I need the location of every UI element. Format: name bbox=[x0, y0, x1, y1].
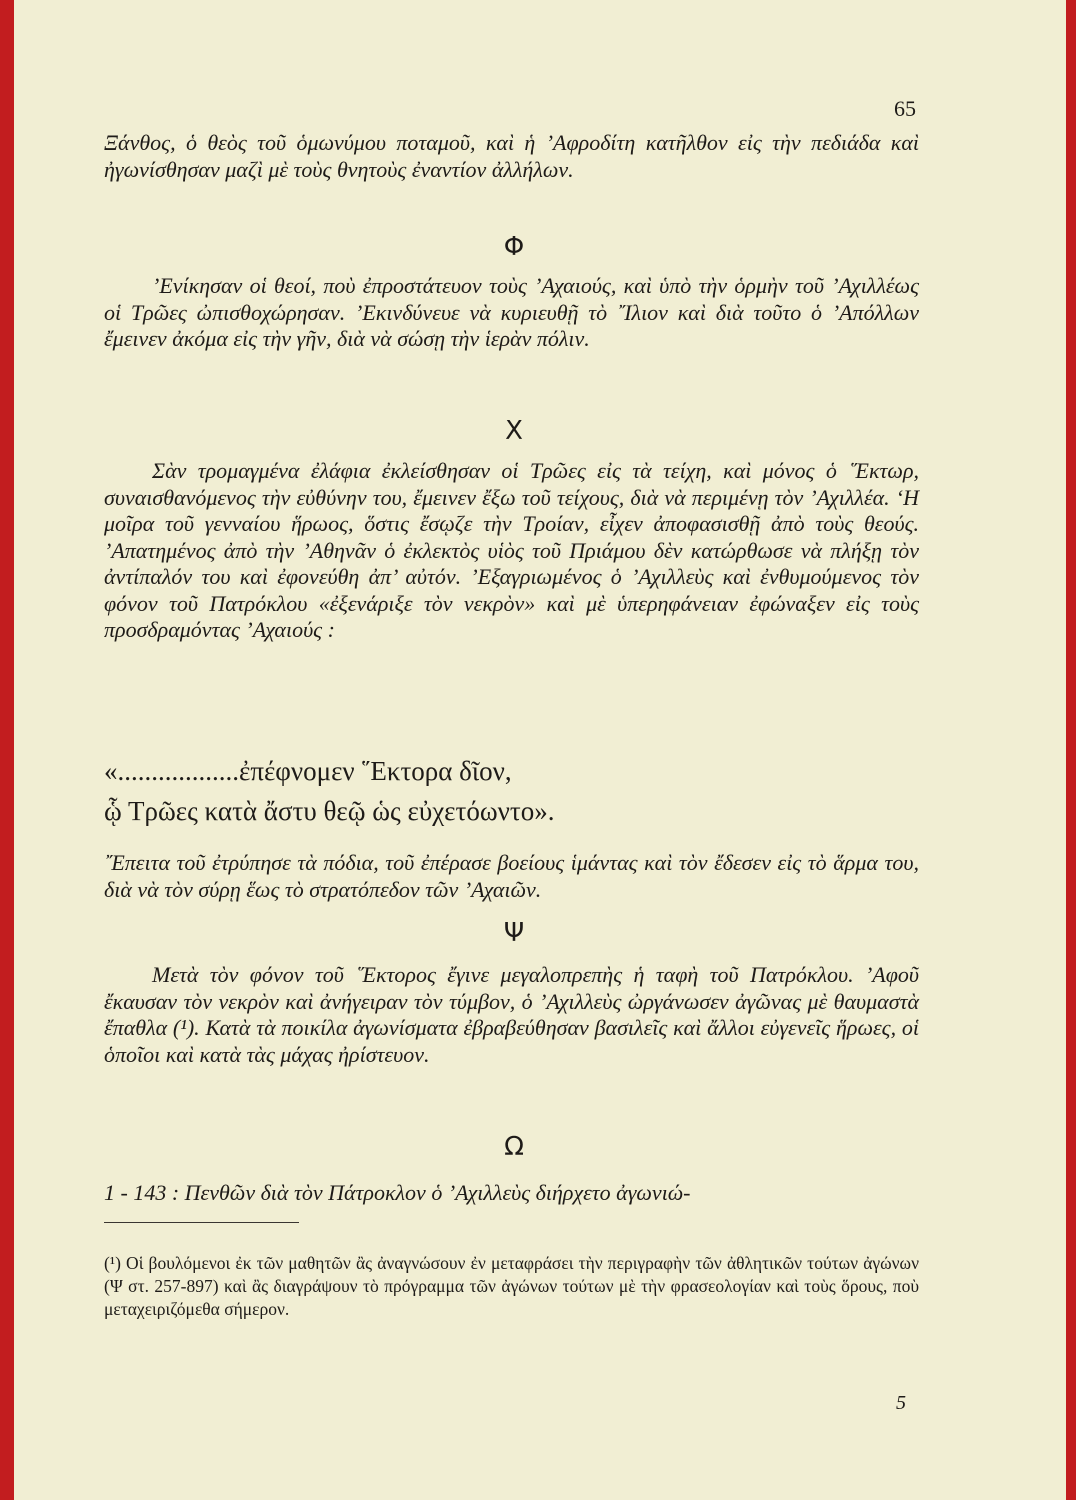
page-number: 65 bbox=[894, 96, 916, 121]
section-heading-phi: Φ bbox=[503, 232, 525, 262]
paragraph-phi: ’Ενίκησαν οἱ θεοί, ποὺ ἐπροστάτευον τοὺς ’Αχαιούς, καὶ ὑπὸ τὴν ὁρμὴν τοῦ ’Αχιλλέως οἱ Τρῶες ὠπισθοχώρησαν. ’Εκινδύνευε νὰ κυριευθῇ τὸ ῎Ιλιον καὶ διὰ τοῦτο ὁ ’Απόλλων ἔμεινεν ἀκόμα εἰς τὴν γῆν, διὰ νὰ σώσῃ τὴν ἱερὰν πόλιν. bbox=[104, 273, 919, 351]
section-heading-omega: Ω bbox=[504, 1132, 524, 1162]
book-page bbox=[14, 0, 1066, 1500]
section-heading-chi: Χ bbox=[505, 416, 523, 446]
quote-line-2: ᾧ Τρῶες κατὰ ἄστυ θεῷ ὡς εὐχετόωντο». bbox=[104, 796, 555, 826]
section-heading-psi: Ψ bbox=[503, 918, 525, 948]
verse-summary-line: 1 - 143 : Πενθῶν διὰ τὸν Πάτροκλον ὁ ’Αχιλλεὺς διήρχετο ἀγωνιώ- bbox=[104, 1180, 691, 1205]
paragraph-chi: Σὰν τρομαγμένα ἐλάφια ἐκλείσθησαν οἱ Τρῶες εἰς τὰ τείχη, καὶ μόνος ὁ ῞Εκτωρ, συναισθανόμενος τὴν εὐθύνην του, ἔμεινεν ἔξω τοῦ τείχους, διὰ νὰ περιμένῃ τὸν ’Αχιλλέα. ‘Η μοῖρα τοῦ γενναίου ἥρωος, ὅστις ἔσῳζε τὴν Τροίαν, εἶχεν ἀποφασισθῇ ἀπὸ τοὺς θεούς. ’Απατημένος ἀπὸ τὴν ’Αθηνᾶν ὁ ἐκλεκτὸς υἱὸς τοῦ Πριάμου δὲν κατώρθωσε νὰ πλήξῃ τὸν ἀντίπαλόν του καὶ ἐφονεύθη ἀπ’ αὐτόν. ’Εξαγριωμένος ὁ ’Αχιλλεὺς καὶ ἐνθυμούμενος τὸν φόνον τοῦ Πατρόκλου «ἐξενάριξε τὸν νεκρὸν» καὶ μὲ ὑπερηφάνειαν ἐφώναξεν εἰς τοὺς προσδραμόντας ’Αχαιούς : bbox=[104, 458, 919, 642]
footnote: (¹) Οἱ βουλόμενοι ἐκ τῶν μαθητῶν ἂς ἀναγνώσουν ἐν μεταφράσει τὴν περιγραφὴν τῶν ἀθλητικῶν τούτων ἀγώνων (Ψ στ. 257-897) καὶ ἂς διαγράψουν τὸ πρόγραμμα τῶν ἀγώνων τούτων μὲ τὴν φρασεολογίαν καὶ τοὺς ὅρους, ποὺ μεταχειριζόμεθα σήμερον. bbox=[104, 1253, 919, 1319]
footnote-divider bbox=[104, 1222, 299, 1223]
paragraph-xanthos: Ξάνθος, ὁ θεὸς τοῦ ὁμωνύμου ποταμοῦ, καὶ ἡ ’Αφροδίτη κατῆλθον εἰς τὴν πεδιάδα καὶ ἠγωνίσθησαν μαζὶ μὲ τοὺς θνητοὺς ἐναντίον ἀλλήλων. bbox=[104, 130, 919, 182]
quote-line-1: «..................ἐπέφνομεν ῞Εκτορα δῖον, bbox=[104, 756, 512, 786]
paragraph-after-quote: ῎Επειτα τοῦ ἐτρύπησε τὰ πόδια, τοῦ ἐπέρασε βοείους ἱμάντας καὶ τὸν ἔδεσεν εἰς τὸ ἅρμα του, διὰ νὰ τὸν σύρῃ ἕως τὸ στρατόπεδον τῶν ’Αχαιῶν. bbox=[104, 850, 919, 902]
paragraph-psi: Μετὰ τὸν φόνον τοῦ ῞Εκτορος ἔγινε μεγαλοπρεπὴς ἡ ταφὴ τοῦ Πατρόκλου. ’Αφοῦ ἔκαυσαν τὸν νεκρὸν καὶ ἀνήγειραν τὸν τύμβον, ὁ ’Αχιλλεὺς ὠργάνωσεν ἀγῶνας μὲ θαυμαστὰ ἔπαθλα (¹). Κατὰ τὰ ποικίλα ἀγωνίσματα ἐβραβεύθησαν βασιλεῖς καὶ ἄλλοι εὐγενεῖς ἥρωες, οἱ ὁποῖοι καὶ κατὰ τὰς μάχας ἠρίστευον. bbox=[104, 962, 919, 1067]
signature-mark: 5 bbox=[896, 1392, 906, 1414]
